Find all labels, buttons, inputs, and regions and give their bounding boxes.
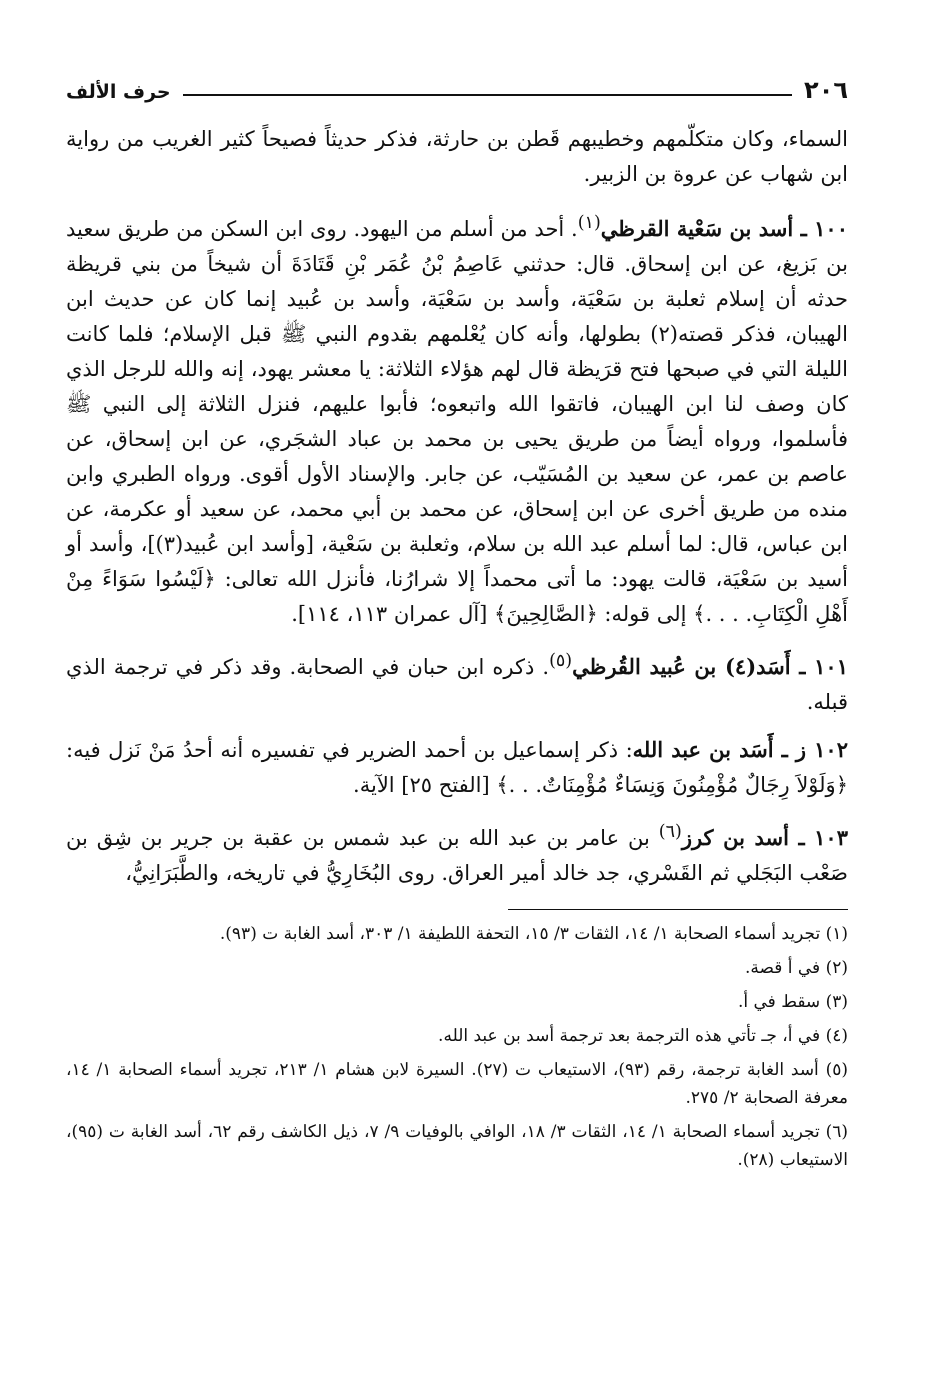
- footnote-ref: (٦): [658, 822, 682, 842]
- entry-102: [66, 732, 848, 803]
- book-page: [66, 70, 848, 1180]
- footnote: (٤) في أ، جـ تأتي هذه الترجمة بعد ترجمة أسد بن عبد الله.: [438, 1026, 848, 1046]
- footnotes: [66, 920, 848, 1174]
- footnote-ref: (١): [577, 213, 601, 233]
- entry-101: [66, 644, 848, 720]
- entry-heading: ١٠٠ ـ أسد بن سَعْية القرظي: [600, 216, 848, 241]
- entry-text: . أحد من أسلم من اليهود. روى ابن السكن من طريق سعيد بن بَزيغ، عن ابن إسحاق. قال: حدثني عَاصِمُ بْنُ عُمَر بْنِ قَتَادَةَ أن شيخاً من بني قريظة حدثه أن إسلام ثعلبة بن سَعْيَة، وأسد بن سَعْيَة، وأسد بن عُبيد إنما كان عن حديث ابن الهيبان، فذكر قصته(٢) بطولها، وأنه كان يُعْلمهم بقدوم النبي ﷺ قبل الإسلام؛ فلما كانت الليلة التي في صبحها فتح قرَيظة قال لهم هؤلاء الثلاثة: يا معشر يهود، إنه والله للرجل الذي كان وصف لنا ابن الهيبان، فاتقوا الله واتبعوه؛ فأبوا عليهم، فنزل الثلاثة إلى النبي ﷺ فأسلموا، ورواه أيضاً من طريق يحيى بن محمد بن عباد الشجَري، عن ابن إسحاق، عن عاصم بن عمر، عن سعيد بن المُسَيّب، عن جابر. والإسناد الأول أقوى. ورواه الطبري وابن منده من طريق أخرى عن ابن إسحاق، عن محمد بن أبي محمد، عن سعيد أو عكرمة، عن ابن عباس، قال: لما أسلم عبد الله بن سلام، وثعلبة بن سَعْية، [وأسد ابن عُبيد(٣)]، وأسد أو أسيد بن سَعْيَة، قالت يهود: ما أتى محمداً إلا شرارُنا، فأنزل الله تعالى: ﴿لَيْسُوا سَوَاءً مِنْ أَهْلِ الْكِتَابِ. . . .﴾ إلى قوله: ﴿الصَّالِحِينَ﴾ [آل عمران ١١٣، ١١٤].: [66, 217, 848, 626]
- paragraph-continuation: السماء، وكان متكلّمهم وخطيبهم قَطن بن حارثة، فذكر حديثاً فصيحاً كثير الغريب من رواية ابن شهاب عن عروة بن الزبير.: [66, 127, 848, 186]
- entry-text: بن عامر بن عبد الله بن عبد شمس بن عقبة بن جرير بن شِق بن صَعْب البَجَلي ثم القَسْري، جد خالد أمير العراق. روى البُخَارِيُّ في تاريخه، والطَّبَرَانِيُّ،: [66, 826, 848, 885]
- entry-text: . ذكره ابن حبان في الصحابة. وقد ذكر في ترجمة الذي قبله.: [66, 655, 848, 714]
- entry-heading: ١٠١ ـ أَسَد(٤) بن عُبيد القُرظي: [572, 654, 848, 679]
- running-title: حرف الألف: [66, 81, 171, 103]
- entry-103: [66, 815, 848, 891]
- page-header: [66, 70, 848, 102]
- entry-heading: ١٠٣ ـ أسد بن كرز: [681, 825, 848, 850]
- footnote: (٢) في أ قصة.: [744, 958, 848, 978]
- footnote: (٦) تجريد أسماء الصحابة ١/ ١٤، الثقات ٣/ ١٨، الوافي بالوفيات ٩/ ٧، ذيل الكاشف رقم ٦٢، أسد الغابة ت (٩٥)، الاستيعاب (٢٨).: [66, 1122, 849, 1170]
- footnote: (٣) سقط في أ.: [737, 992, 848, 1012]
- entry-100: [66, 206, 848, 632]
- footnote-separator: [508, 909, 848, 910]
- header-rule: [183, 94, 792, 96]
- footnote-ref: (٥): [549, 651, 573, 671]
- entry-heading: ١٠٢ ز ـ أَسَد بن عبد الله: [632, 737, 848, 762]
- page-number: ٢٠٦: [804, 76, 848, 104]
- footnote: (٥) أسد الغابة ترجمة، رقم (٩٣)، الاستيعاب ت (٢٧). السيرة لابن هشام ١/ ٢١٣، تجريد أسماء الصحابة ١/ ١٤، معرفة الصحابة ٢/ ٢٧٥.: [66, 1060, 848, 1108]
- entry-text: : ذكر إسماعيل بن أحمد الضرير في تفسيره أنه أحدُ مَنْ نَزل فيه: ﴿وَلَوْلاَ رِجَالٌ مُؤْمِنُونَ وَنِسَاءٌ مُؤْمِنَاتٌ. . .﴾ [الفتح ٢٥] الآية.: [66, 738, 848, 797]
- main-text: [66, 122, 848, 891]
- footnote: (١) تجريد أسماء الصحابة ١/ ١٤، الثقات ٣/ ١٥، التحفة اللطيفة ١/ ٣٠٣، أسد الغابة ت (٩٣).: [219, 924, 848, 944]
